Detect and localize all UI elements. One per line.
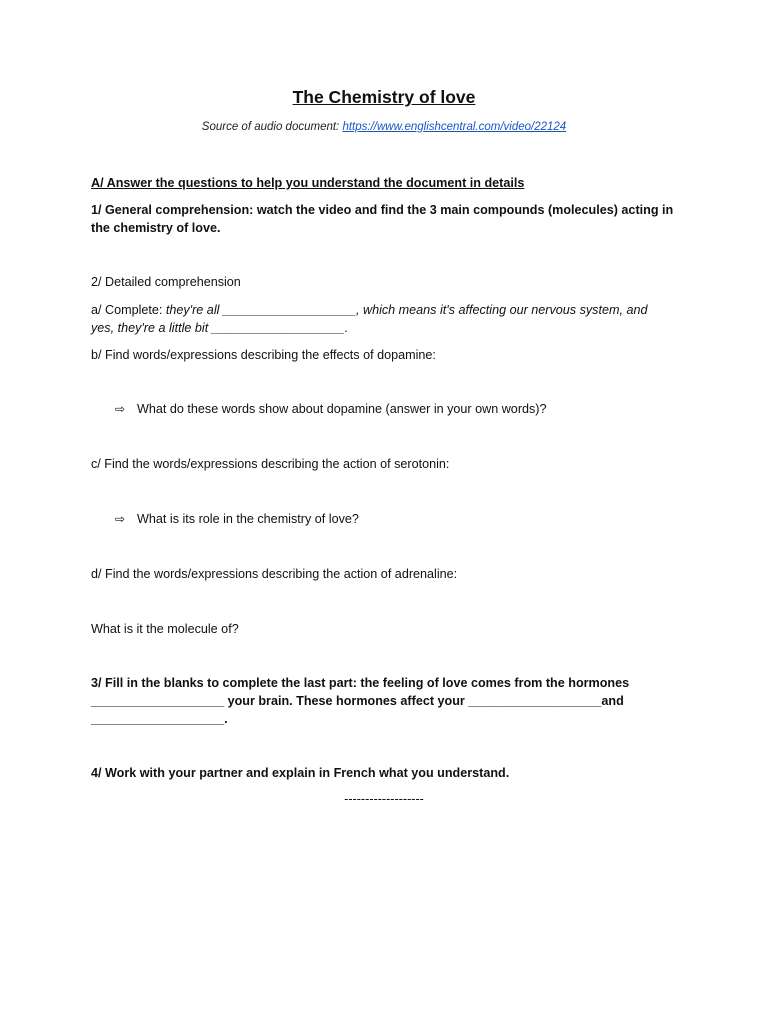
page-title: The Chemistry of love [292,87,476,107]
question-1-line-2: the chemistry of love. [91,221,221,235]
question-3-line-3: ___________________. [91,712,228,726]
end-separator: ------------------- [344,792,424,806]
question-2b-followup [115,400,547,418]
question-3-line-1: 3/ Fill in the blanks to complete the last part: the feeling of love comes from the hormones [91,676,630,690]
question-2a-line-1 [91,301,647,319]
question-2a-line-2: yes, they're a little bit ___________________. [91,321,349,335]
arrow-icon: ⇨ [115,512,126,526]
question-2b-followup-text: What do these words show about dopamine (answer in your own words)? [137,402,547,416]
question-2c: c/ Find the words/expressions describing the action of serotonin: [91,457,450,471]
question-2d: d/ Find the words/expressions describing the action of adrenaline: [91,567,458,581]
question-2c-followup [115,510,359,528]
source-line [0,121,768,133]
question-3-line-2: ___________________ your brain. These hormones affect your ___________________and [91,694,624,708]
question-4: 4/ Work with your partner and explain in French what you understand. [91,766,510,780]
question-2d-followup: What is it the molecule of? [91,622,239,636]
question-2-heading: 2/ Detailed comprehension [91,275,241,289]
source-prefix: Source of audio document: [201,121,343,133]
source-link[interactable]: https://www.englishcentral.com/video/22124 [342,121,567,133]
question-2a-text: they're all ___________________, which means it's affecting our nervous system, and [165,303,648,317]
section-a-heading: A/ Answer the questions to help you understand the document in details [91,176,525,190]
question-2b: b/ Find words/expressions describing the effects of dopamine: [91,348,436,362]
question-1-line-1: 1/ General comprehension: watch the video and find the 3 main compounds (molecules) acting in [91,203,674,217]
question-2a-label: a/ Complete: [91,303,166,317]
question-2c-followup-text: What is its role in the chemistry of love? [137,512,359,526]
arrow-icon: ⇨ [115,402,126,416]
